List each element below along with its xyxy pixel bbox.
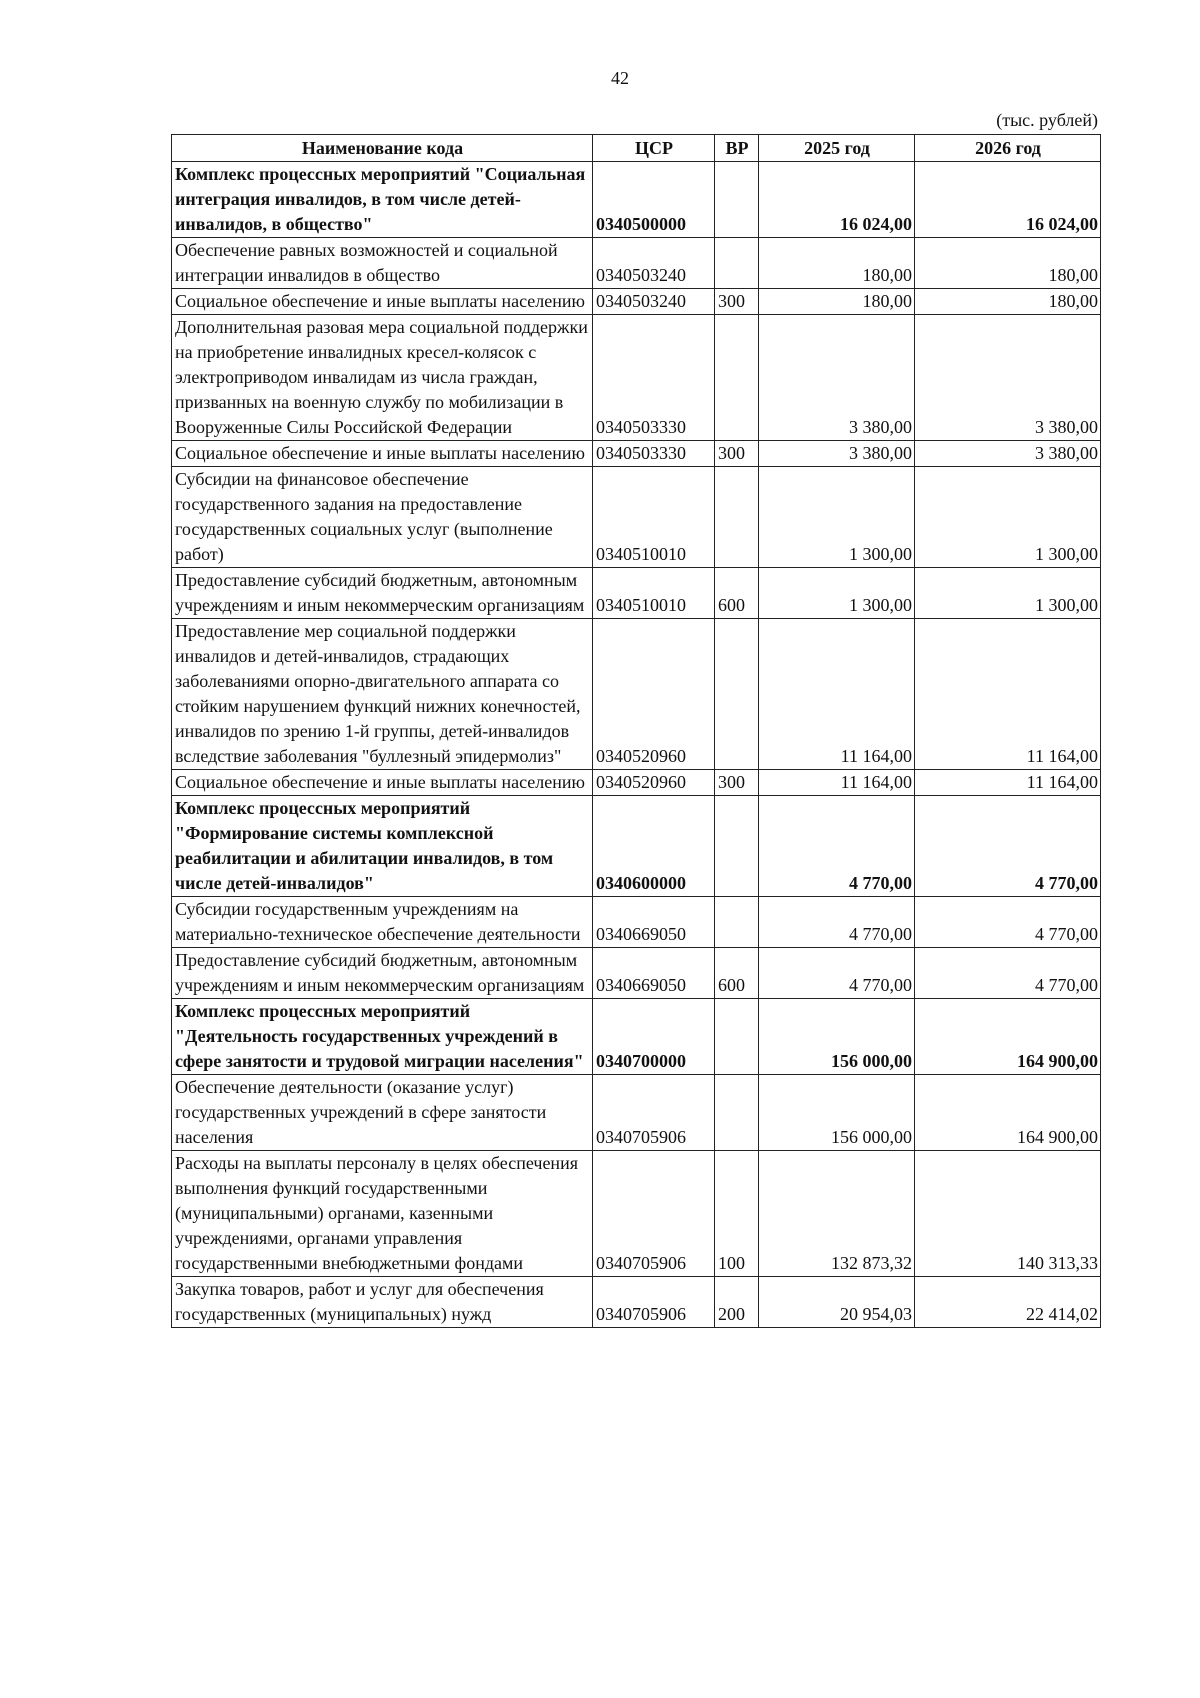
row-vr <box>715 467 759 568</box>
row-2026: 1 300,00 <box>915 467 1101 568</box>
row-vr: 600 <box>715 568 759 619</box>
table-row <box>172 238 1101 289</box>
table-row <box>172 1075 1101 1151</box>
row-vr <box>715 238 759 289</box>
row-2026: 4 770,00 <box>915 796 1101 897</box>
row-2026: 180,00 <box>915 238 1101 289</box>
table-row <box>172 441 1101 467</box>
row-2025: 3 380,00 <box>759 315 915 441</box>
table-row <box>172 162 1101 238</box>
row-csr: 0340510010 <box>593 568 715 619</box>
row-csr: 0340510010 <box>593 467 715 568</box>
table-row <box>172 1151 1101 1277</box>
row-vr: 600 <box>715 948 759 999</box>
row-2025: 1 300,00 <box>759 467 915 568</box>
row-2026: 4 770,00 <box>915 897 1101 948</box>
row-name: Предоставление субсидий бюджетным, автономным учреждениям и иным некоммерческим организациям <box>172 948 593 999</box>
row-name: Обеспечение деятельности (оказание услуг) государственных учреждений в сфере занятости населения <box>172 1075 593 1151</box>
row-csr: 0340705906 <box>593 1277 715 1328</box>
row-vr: 100 <box>715 1151 759 1277</box>
row-csr: 0340500000 <box>593 162 715 238</box>
row-2025: 132 873,32 <box>759 1151 915 1277</box>
row-name: Комплекс процессных мероприятий "Формирование системы комплексной реабилитации и абилитации инвалидов, в том числе детей-инвалидов" <box>172 796 593 897</box>
row-2025: 20 954,03 <box>759 1277 915 1328</box>
row-2026: 3 380,00 <box>915 441 1101 467</box>
table-row <box>172 568 1101 619</box>
row-2025: 1 300,00 <box>759 568 915 619</box>
row-2026: 1 300,00 <box>915 568 1101 619</box>
row-vr <box>715 162 759 238</box>
row-2026: 164 900,00 <box>915 1075 1101 1151</box>
row-2025: 4 770,00 <box>759 796 915 897</box>
row-name: Комплекс процессных мероприятий "Деятельность государственных учреждений в сфере занятости и трудовой миграции населения" <box>172 999 593 1075</box>
row-csr: 0340520960 <box>593 770 715 796</box>
row-csr: 0340503240 <box>593 289 715 315</box>
budget-table <box>171 134 1101 1328</box>
page-number: 42 <box>611 68 629 88</box>
row-2026: 22 414,02 <box>915 1277 1101 1328</box>
row-vr: 300 <box>715 441 759 467</box>
row-2025: 4 770,00 <box>759 897 915 948</box>
header-2025: 2025 год <box>759 135 915 162</box>
row-csr: 0340700000 <box>593 999 715 1075</box>
row-csr: 0340705906 <box>593 1151 715 1277</box>
header-2026: 2026 год <box>915 135 1101 162</box>
table-row <box>172 796 1101 897</box>
row-vr <box>715 999 759 1075</box>
table-row <box>172 948 1101 999</box>
row-name: Обеспечение равных возможностей и социальной интеграции инвалидов в общество <box>172 238 593 289</box>
units-label: (тыс. рублей) <box>996 110 1098 130</box>
row-name: Дополнительная разовая мера социальной поддержки на приобретение инвалидных кресел-колясок с электроприводом инвалидам из числа граждан, призванных на военную службу по мобилизации в Вооруженные Силы Российской Федерации <box>172 315 593 441</box>
row-vr: 200 <box>715 1277 759 1328</box>
row-2026: 4 770,00 <box>915 948 1101 999</box>
row-csr: 0340503330 <box>593 441 715 467</box>
row-2025: 3 380,00 <box>759 441 915 467</box>
row-vr: 300 <box>715 289 759 315</box>
header-name: Наименование кода <box>172 135 593 162</box>
row-name: Предоставление мер социальной поддержки инвалидов и детей-инвалидов, страдающих заболеваниями опорно-двигательного аппарата со стойким нарушением функций нижних конечностей, инвалидов по зрению 1-й группы, детей-инвалидов вследствие заболевания "буллезный эпидермолиз" <box>172 619 593 770</box>
table-row <box>172 1277 1101 1328</box>
row-vr <box>715 796 759 897</box>
row-2026: 164 900,00 <box>915 999 1101 1075</box>
row-2026: 16 024,00 <box>915 162 1101 238</box>
row-csr: 0340669050 <box>593 948 715 999</box>
row-2025: 16 024,00 <box>759 162 915 238</box>
table-row <box>172 770 1101 796</box>
row-name: Расходы на выплаты персоналу в целях обеспечения выполнения функций государственными (муниципальными) органами, казенными учреждениями, органами управления государственными внебюджетными фондами <box>172 1151 593 1277</box>
table-row <box>172 289 1101 315</box>
row-2025: 11 164,00 <box>759 770 915 796</box>
header-csr: ЦСР <box>593 135 715 162</box>
row-csr: 0340705906 <box>593 1075 715 1151</box>
row-name: Социальное обеспечение и иные выплаты населению <box>172 441 593 467</box>
row-2025: 180,00 <box>759 238 915 289</box>
row-csr: 0340503240 <box>593 238 715 289</box>
row-name: Предоставление субсидий бюджетным, автономным учреждениям и иным некоммерческим организациям <box>172 568 593 619</box>
table-row <box>172 619 1101 770</box>
row-2026: 3 380,00 <box>915 315 1101 441</box>
row-2025: 156 000,00 <box>759 999 915 1075</box>
row-2025: 180,00 <box>759 289 915 315</box>
row-2025: 156 000,00 <box>759 1075 915 1151</box>
row-2026: 11 164,00 <box>915 619 1101 770</box>
row-name: Закупка товаров, работ и услуг для обеспечения государственных (муниципальных) нужд <box>172 1277 593 1328</box>
row-csr: 0340503330 <box>593 315 715 441</box>
row-name: Субсидии государственным учреждениям на материально-техническое обеспечение деятельности <box>172 897 593 948</box>
row-2026: 180,00 <box>915 289 1101 315</box>
row-vr <box>715 897 759 948</box>
row-2026: 140 313,33 <box>915 1151 1101 1277</box>
row-name: Субсидии на финансовое обеспечение государственного задания на предоставление государственных социальных услуг (выполнение работ) <box>172 467 593 568</box>
table-row <box>172 897 1101 948</box>
table-header-row <box>172 135 1101 162</box>
row-vr <box>715 619 759 770</box>
row-csr: 0340600000 <box>593 796 715 897</box>
row-csr: 0340520960 <box>593 619 715 770</box>
row-2025: 11 164,00 <box>759 619 915 770</box>
row-2026: 11 164,00 <box>915 770 1101 796</box>
row-2025: 4 770,00 <box>759 948 915 999</box>
row-vr: 300 <box>715 770 759 796</box>
row-name: Социальное обеспечение и иные выплаты населению <box>172 770 593 796</box>
row-vr <box>715 1075 759 1151</box>
table-row <box>172 467 1101 568</box>
row-csr: 0340669050 <box>593 897 715 948</box>
table-row <box>172 999 1101 1075</box>
row-name: Комплекс процессных мероприятий "Социальная интеграция инвалидов, в том числе детей-инвалидов, в общество" <box>172 162 593 238</box>
table-row <box>172 315 1101 441</box>
row-name: Социальное обеспечение и иные выплаты населению <box>172 289 593 315</box>
header-vr: ВР <box>715 135 759 162</box>
row-vr <box>715 315 759 441</box>
